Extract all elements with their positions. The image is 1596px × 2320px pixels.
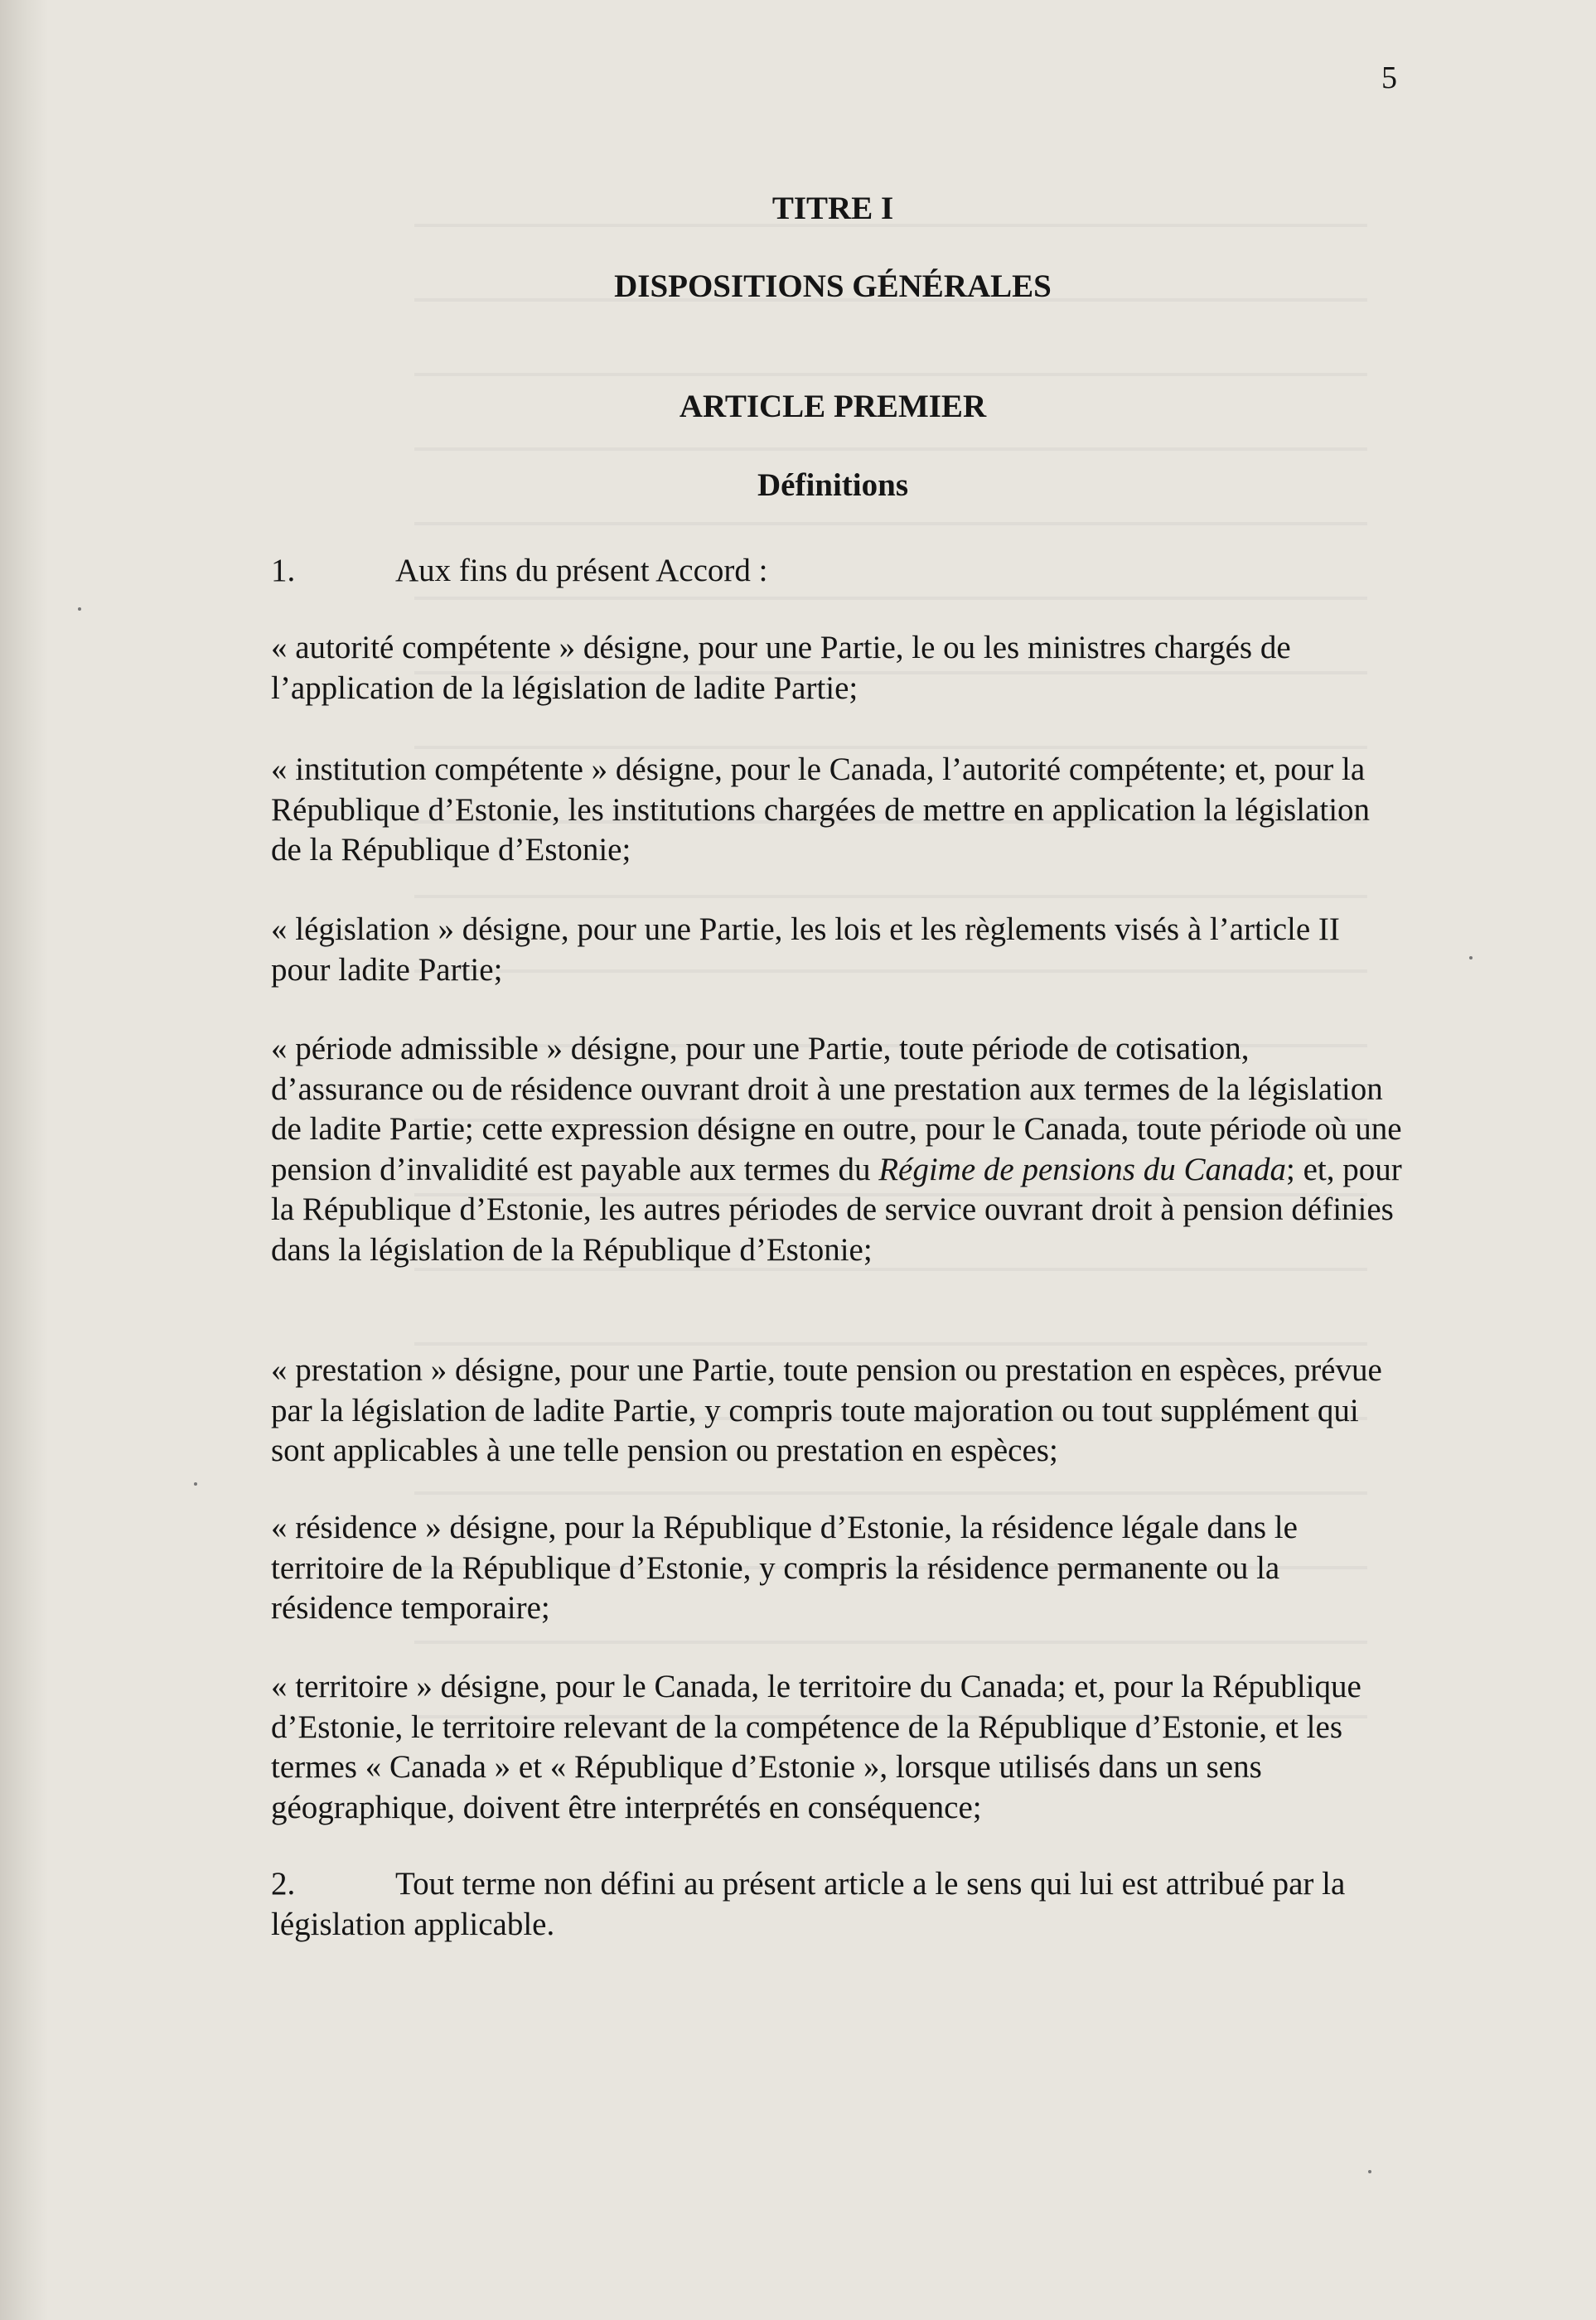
definition-residence: « résidence » désigne, pour la République d’Estonie, la résidence légale dans le territoire de la République d’Estonie, y compris la résidence permanente ou la résidence temporaire; [271,1510,1298,1626]
definition-prestation: « prestation » désigne, pour une Partie, toute pension ou prestation en espèces, prévue par la législation de ladite Partie, y compris toute majoration ou tout supplément qui sont applicables à une telle pension ou prestation en espèces; [271,1352,1382,1468]
scan-speck [78,607,81,611]
paragraph-number: 1. [271,553,296,588]
page-number: 5 [1381,60,1397,95]
paragraph-text-part-a: « période admissible » désigne, pour une Partie, toute période de cotisation, d’assurance ou de résidence ouvrant droit à une prestation aux termes de la législation de ladite Partie; cette expression désigne en outre, pour le Canada, toute période où une pension d’invalidité est payable aux termes du [271,1031,1402,1187]
definition-institution-competente: « institution compétente » désigne, pour le Canada, l’autorité compétente; et, pour la République d’Estonie, les institutions chargées de mettre en application la législation de la République d’Estonie; [271,752,1371,868]
definition-territoire: « territoire » désigne, pour le Canada, le territoire du Canada; et, pour la République d’Estonie, le territoire relevant de la compétence de la République d’Estonie, et les termes « Canada » et « République d’Estonie », lorsque utilisés dans un sens géographique, doivent être interprétés en conséquence; [271,1669,1361,1825]
scan-speck [1469,956,1473,959]
paragraph-text: Aux fins du présent Accord : [395,553,768,588]
paragraph-number: 2. [271,1866,296,1902]
paragraph-1 [271,551,1406,592]
paragraph-text: Tout terme non défini au présent article a le sens qui lui est attribué par la législation applicable. [271,1866,1346,1942]
scan-speck [1368,2170,1371,2173]
article-heading: ARTICLE PREMIER [679,389,987,424]
italic-title: Régime de pensions du Canada [878,1151,1286,1187]
paragraph-text-part-b: ; et, pour la République d’Estonie, les autres périodes de service ouvrant droit à pension définies dans la législation de la République d’Estonie; [271,1151,1402,1268]
title-heading: TITRE I [771,191,894,226]
section-heading: Définitions [757,467,908,503]
definition-periode-admissible [271,1029,1406,1270]
definition-autorite-competente: « autorité compétente » désigne, pour une Partie, le ou les ministres chargés de l’application de la législation de ladite Partie; [271,630,1291,706]
definition-legislation: « législation » désigne, pour une Partie, les lois et les règlements visés à l’article II pour ladite Partie; [271,911,1340,988]
paragraph-2 [271,1864,1406,1945]
page-edge-shadow [0,0,48,2320]
subtitle-heading: DISPOSITIONS GÉNÉRALES [614,268,1052,304]
scan-speck [194,1482,197,1486]
